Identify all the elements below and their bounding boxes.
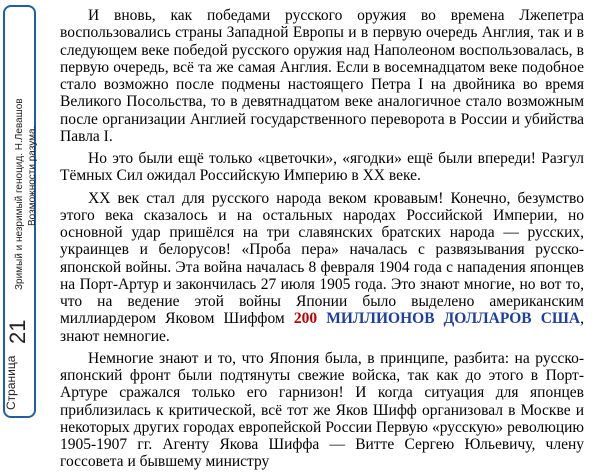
paragraph-2: Но это были ещё только «цветочки», «ягодки» ещё были впереди! Разгул Тёмных Сил ожидал Российскую Империю в XX веке. (60, 150, 584, 185)
paragraph-3 (60, 190, 584, 345)
book-title: Зримый и незримый геноцид. Н.Левашов (14, 98, 25, 290)
paragraph-4: Немногие знают и то, что Япония была, в принципе, разбита: на русско-японский фронт были подтянуты свежие войска, так как до этого в Порт-Артуре сражался только его гарнизон! И когда ситуация для японцев приблизилась к критической, всё тот же Яков Шифф организовал в Москве и некоторых других городах европейской России Первую «русскую» революцию 1905-1907 гг. Агенту Якова Шиффа — Витте Сергею Юльевичу, члену госсовета и бывшему министру (60, 349, 584, 471)
book-subtitle: Возможности разума. (27, 125, 38, 226)
paragraph-1: И вновь, как победами русского оружия во времена Лжепетра воспользовались страны Западной Европы и в первую очередь Англия, так и в следующем веке победой русского оружия над Наполеоном воспользовалась, в первую очередь, всё та же самая Англия. Если в восемнадцатом веке подобное стало возможно после подмены настоящего Петра I на двойника во время Великого Посольства, то в девятнадцатом веке аналогичное стало возможным после организации Англией государственного переворота в России и убийства Павла I. (60, 7, 584, 145)
highlighted-amount (294, 310, 580, 327)
amount-words: МИЛЛИОНОВ ДОЛЛАРОВ США (326, 310, 581, 328)
page-number: 21 (5, 319, 30, 344)
paragraph-3-text-before: XX век стал для русского народа веком кровавым! Конечно, безумство этого века сказалось и на остальных народах Российской Империи, но основной удар пришёлся на три славянских братских народа — русских, украинцев и белорусов! «Проба пера» началась с развязывания русско-японской войны. Эта война началась 8 февраля 1904 года с нападения японцев на Порт-Артур и закончилась 27 июля 1905 года. Это знают многие, но вот то, что на ведение этой войны Японии было выделено американским миллиардером Яковом Шиффом (60, 189, 584, 328)
page-label: Страница (4, 355, 18, 410)
body-text (60, 7, 584, 476)
amount-number: 200 (293, 310, 318, 328)
paragraph-3-text-after: , знают немногие. (60, 310, 585, 345)
